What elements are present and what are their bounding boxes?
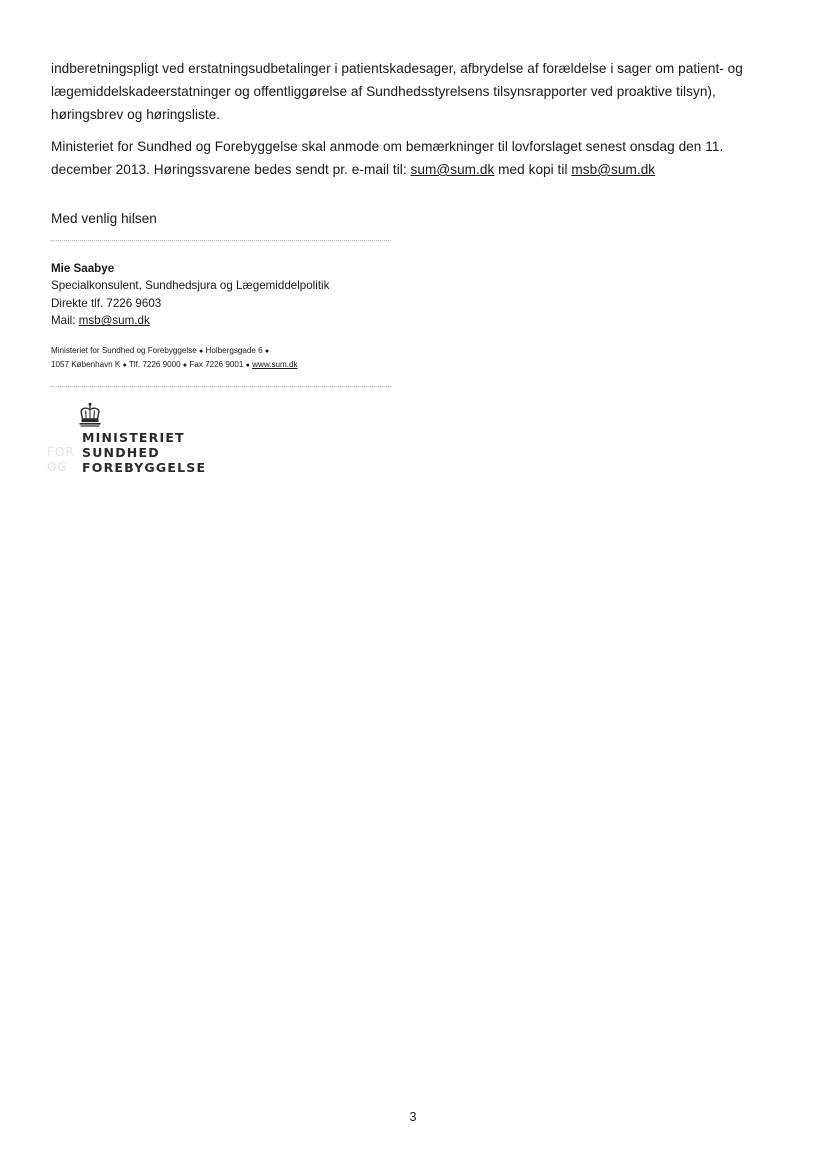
paragraph-line: indberetningspligt ved erstatningsudbetalinger i patientskadesager, afbrydelse af forældelse i sager om patient- og	[51, 61, 743, 76]
paragraph-deadline	[51, 135, 781, 181]
logo-line-sundhed: SUNDHED	[82, 445, 160, 460]
ministry-address	[51, 345, 298, 372]
bullet-separator: ●	[264, 348, 270, 355]
bullet-separator: ●	[122, 361, 127, 369]
address-line-1	[51, 345, 298, 359]
ministry-logo	[45, 402, 215, 482]
ministry-phone: Tlf. 7226 9000	[128, 359, 181, 369]
signatory-name: Mie Saabye	[51, 262, 115, 275]
signatory-title: Specialkonsulent, Sundhedsjura og Lægemiddelpolitik	[51, 279, 330, 293]
signature-divider	[51, 240, 391, 241]
address-divider	[51, 386, 391, 387]
ghost-line: OG	[47, 460, 68, 474]
mail-label: Mail:	[51, 314, 79, 328]
signature-block	[51, 260, 329, 330]
signatory-mail	[51, 312, 329, 329]
logo-ghost-text	[47, 445, 75, 475]
paragraph-line	[51, 158, 781, 181]
page-number: 3	[409, 1110, 417, 1124]
logo-line-forebyggelse: FOREBYGGELSE	[82, 460, 207, 475]
website-link[interactable]: www.sum.dk	[252, 359, 298, 369]
closing-text: Med venlig hilsen	[51, 211, 157, 226]
crown-icon	[77, 402, 103, 428]
bullet-separator: ●	[245, 361, 250, 369]
ghost-line: FOR	[47, 445, 75, 459]
deadline-text: december 2013. Høringssvarene bedes sendt pr. e-mail til:	[51, 162, 411, 177]
paragraph-line: Ministeriet for Sundhed og Forebyggelse skal anmode om bemærkninger til lovforslaget senest onsdag den 11.	[51, 139, 724, 154]
bullet-separator: ●	[182, 361, 188, 369]
email-link-msb[interactable]: msb@sum.dk	[571, 162, 656, 177]
logo-wordmark	[82, 430, 206, 475]
postal-city: 1057 København K	[51, 359, 121, 369]
ministry-fax: Fax 7226 9001	[189, 359, 244, 369]
signature-email-link[interactable]: msb@sum.dk	[78, 314, 150, 328]
bullet-separator: ●	[199, 348, 204, 355]
copy-text: med kopi til	[494, 162, 572, 177]
address-line-2	[51, 359, 298, 373]
paragraph-line: høringsbrev og høringsliste.	[51, 107, 221, 122]
signatory-phone: Direkte tlf. 7226 9603	[51, 296, 162, 310]
email-link-sum[interactable]: sum@sum.dk	[410, 162, 495, 177]
logo-line-ministeriet: MINISTERIET	[82, 430, 185, 445]
closing-greeting	[51, 207, 781, 230]
street-address: Holbergsgade 6	[205, 346, 263, 355]
ministry-name: Ministeriet for Sundhed og Forebyggelse	[51, 346, 197, 355]
paragraph-line: lægemiddelskadeerstatninger og offentliggørelse af Sundhedsstyrelsens tilsynsrapporter ved proaktive tilsyn),	[51, 84, 716, 99]
paragraph-consultation-subject	[51, 57, 781, 126]
